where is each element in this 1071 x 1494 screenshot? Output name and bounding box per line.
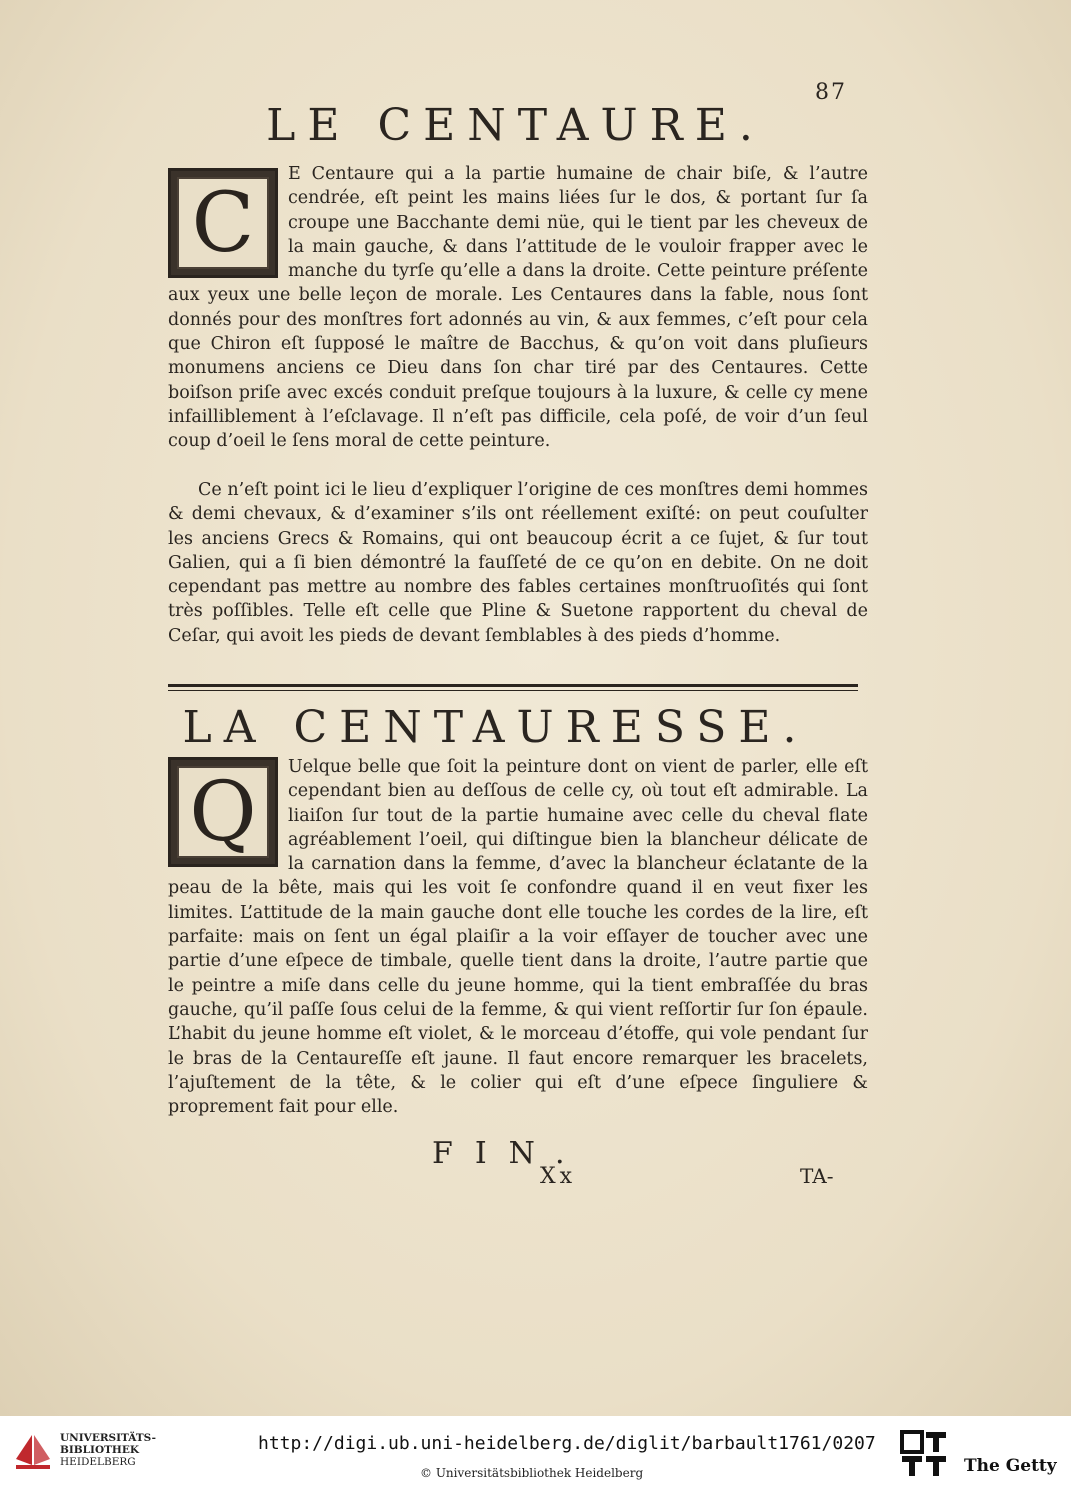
- university-library-logo-icon: [12, 1429, 54, 1471]
- page-number: 87: [815, 80, 847, 105]
- paragraph-centaure-2: Ce n’eſt point ici le lieu d’expliquer l’origine de ces monſtres demi hommes & demi chevaux, & d’examiner s’ils ont réellement exiſté: on peut couſulter les anciens Grecs & Romains, qui ont beaucoup écrit a ce ſujet, & ſur tout Galien, qui a ſi bien démontré la fauſſeté de ce qu’on en debite. On ne doit cependant pas mettre au nombre des fables certaines monſtruoſités qui ſont très poſſibles. Telle eſt celle que Pline & Suetone rapportent du cheval de Ceſar, qui avoit les pieds de devant ſemblables à des pieds d’homme.: [168, 480, 868, 646]
- section-title-centaure: LE CENTAURE.: [266, 100, 765, 151]
- paragraph-centaure-1: E Centaure qui a la partie humaine de chair biſe, & l’autre cendrée, eſt peint les mains liées ſur le dos, & portant ſur ſa croupe une Bacchante demi nüe, qui le tient par les cheveux de la main gauche, & dans l’attitude de le vouloir frapper avec le manche du tyrſe qu’elle a dans la droite. Cette peinture préſente aux yeux une belle leçon de morale. Les Centaures dans la fable, nous ſont donnés pour des monſtres fort adonnés au vin, & aux femmes, c’eſt pour cela que Chiron eſt ſupposé le maître de Bacchus, & qu’on voit dans pluſieurs monumens anciens ce Dieu dans ſon char tiré par des Centaures. Cette boiſson priſe avec excés conduit preſque toujours à la luxure, & celle cy mene infailliblement à l’eſclavage. Il n’eſt pas difficile, cela poſé, de voir d’un ſeul coup d’oeil le ſens moral de cette peinture.: [168, 164, 868, 452]
- catchword: TA-: [800, 1164, 834, 1188]
- getty-label: The Getty: [964, 1456, 1057, 1476]
- initial-space: [168, 755, 288, 873]
- section-divider-thin: [168, 690, 858, 691]
- signature-mark: Xx: [540, 1164, 577, 1189]
- permalink-url[interactable]: http://digi.ub.uni-heidelberg.de/diglit/barbault1761/0207: [258, 1433, 876, 1454]
- initial-letter: C: [177, 177, 269, 269]
- paragraph-centauresse: Uelque belle que ſoit la peinture dont on vient de parler, elle eſt cependant bien au deſſous de celle cy, où tout eſt admirable. La liaiſon ſur tout de la partie humaine avec celle du cheval flate agréablement l’oeil, qui diſtingue bien la blancheur délicate de la carnation dans la femme, d’avec la blancheur éclatante de la peau de la bête, mais qui les voit ſe confondre quand il en veut fixer les limites. L’attitude de la main gauche dont elle touche les cordes de la lire, eſt parfaite: mais on ſent un égal plaiſir a la voir eſſayer de toucher avec une partie d’une eſpece de timbale, quelle tient dans la droite, l’autre partie que le peintre a miſe dans celle du jeune homme, qui la tient embraſſée du bras gauche, qu’il paſſe ſous celui de la femme, & qui vient reſſortir ſur ſon épaule. L’habit du jeune homme eſt violet, & le morceau d’étoffe, qui vole pendant ſur le bras de la Centaureſſe eſt jaune. Il faut encore remarquer les bracelets, l’ajuſtement de la tête, & le colier qui eſt d’une eſpece ſinguliere & proprement fait pour elle.: [168, 757, 868, 1118]
- copyright-notice: © Universitätsbibliothek Heidelberg: [420, 1466, 644, 1480]
- fin-text: FIN.: [432, 1136, 587, 1171]
- initial-space: [168, 162, 288, 280]
- getty-logo-icon: [900, 1430, 950, 1480]
- section-divider: [168, 684, 858, 687]
- initial-letter: Q: [177, 766, 269, 858]
- library-name: UNIVERSITÄTS- BIBLIOTHEK HEIDELBERG: [60, 1432, 156, 1468]
- section-title-centauresse: LA CENTAURESSE.: [182, 702, 809, 753]
